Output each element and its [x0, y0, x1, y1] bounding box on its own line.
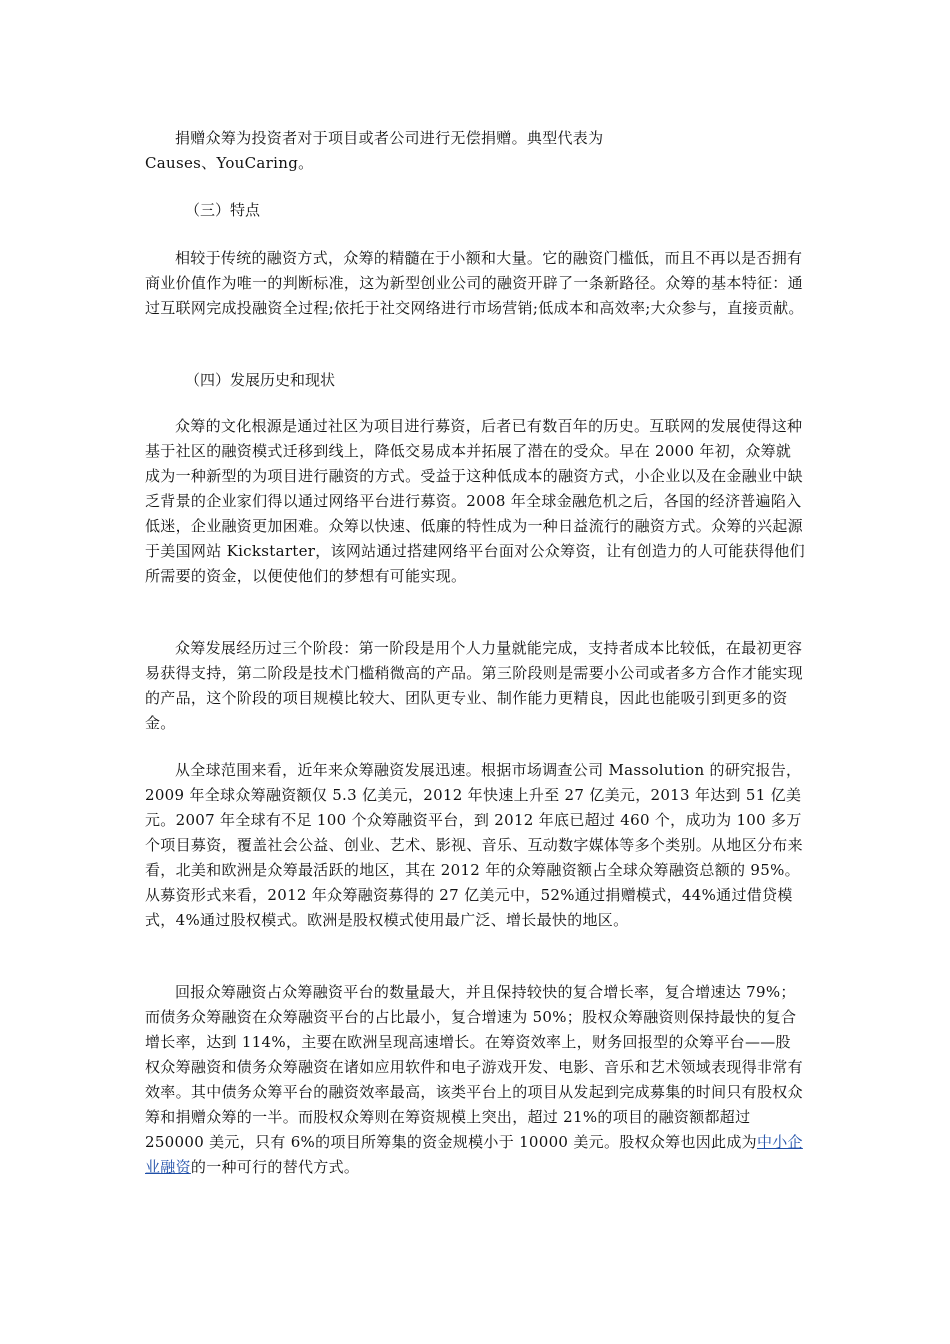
paragraph-text: Causes、YouCaring。	[145, 154, 314, 172]
paragraph-global-status	[145, 758, 805, 933]
paragraph-crowdfunding-types	[145, 980, 805, 1180]
paragraph-text: 的一种可行的替代方式。	[190, 1158, 360, 1176]
section-heading-features: （三）特点	[185, 201, 261, 219]
paragraph-text: 从全球范围来看，近年来众筹融资发展迅速。根据市场调查公司 Massolution 的研究报告，2009 年全球众筹融资额仅 5.3 亿美元，2012 年快速上升至 27 亿美元，2013 年达到 51 亿美元。2007 年全球有不足 100 个众筹融资平台，到 2012 年底已超过 460 个，成功为 100 多万个项目募资，覆盖社会公益、创业、艺术、影视、音乐、互动数字媒体等多个类别。从地区分布来看，北美和欧洲是众筹最活跃的地区，其在 2012 年的众筹融资额占全球众筹融资总额的 95%。从募资形式来看，2012 年众筹融资募得的 27 亿美元中，52%通过捐赠模式，44%通过借贷模式，4%通过股权模式。欧洲是股权模式使用最广泛、增长最快的地区。	[145, 761, 803, 929]
paragraph-three-stages	[145, 636, 805, 736]
paragraph-donation-crowdfunding	[145, 126, 805, 176]
paragraph-text: 众筹的文化根源是通过社区为项目进行募资，后者已有数百年的历史。互联网的发展使得这种基于社区的融资模式迁移到线上，降低交易成本并拓展了潜在的受众。早在 2000 年初，众筹就成为一种新型的为项目进行融资的方式。受益于这种低成本的融资方式，小企业以及在金融业中缺乏背景的企业家们得以通过网络平台进行募资。2008 年全球金融危机之后，各国的经济普遍陷入低迷，企业融资更加困难。众筹以快速、低廉的特性成为一种日益流行的融资方式。众筹的兴起源于美国网站 Kickstarter，该网站通过搭建网络平台面对公众筹资，让有创造力的人可能获得他们所需要的资金，以便使他们的梦想有可能实现。	[145, 417, 805, 585]
paragraph-text: 相较于传统的融资方式，众筹的精髓在于小额和大量。它的融资门槛低，而且不再以是否拥有商业价值作为唯一的判断标准，这为新型创业公司的融资开辟了一条新路径。众筹的基本特征：通过互联网完成投融资全过程;依托于社交网络进行市场营销;低成本和高效率;大众参与，直接贡献。	[145, 249, 804, 317]
sme-financing-link[interactable]: 中小企业融资	[145, 1133, 803, 1176]
paragraph-text: 回报众筹融资占众筹融资平台的数量最大，并且保持较快的复合增长率，复合增速达 79%；而债务众筹融资在众筹融资平台的占比最小，复合增速为 50%；股权众筹融资则保持最快的复合增长率，达到 114%，主要在欧洲呈现高速增长。在筹资效率上，财务回报型的众筹平台——股权众筹融资和债务众筹融资在诸如应用软件和电子游戏开发、电影、音乐和艺术领域表现得非常有效率。其中债务众筹平台的融资效率最高，该类平台上的项目从发起到完成募集的时间只有股权众筹和捐赠众筹的一半。而股权众筹则在筹资规模上突出，超过 21%的项目的融资额都超过 250000 美元，只有 6%的项目所筹集的资金规模小于 10000 美元。股权众筹也因此成为	[145, 983, 803, 1151]
paragraph-features	[145, 246, 805, 321]
paragraph-text: 捐赠众筹为投资者对于项目或者公司进行无偿捐赠。典型代表为	[175, 129, 604, 147]
paragraph-history-origin	[145, 414, 805, 589]
section-heading-history: （四）发展历史和现状	[185, 371, 336, 389]
paragraph-text: 众筹发展经历过三个阶段：第一阶段是用个人力量就能完成，支持者成本比较低，在最初更容易获得支持，第二阶段是技术门槛稍微高的产品。第三阶段则是需要小公司或者多方合作才能实现的产品，这个阶段的项目规模比较大、团队更专业、制作能力更精良，因此也能吸引到更多的资金。	[145, 639, 803, 732]
